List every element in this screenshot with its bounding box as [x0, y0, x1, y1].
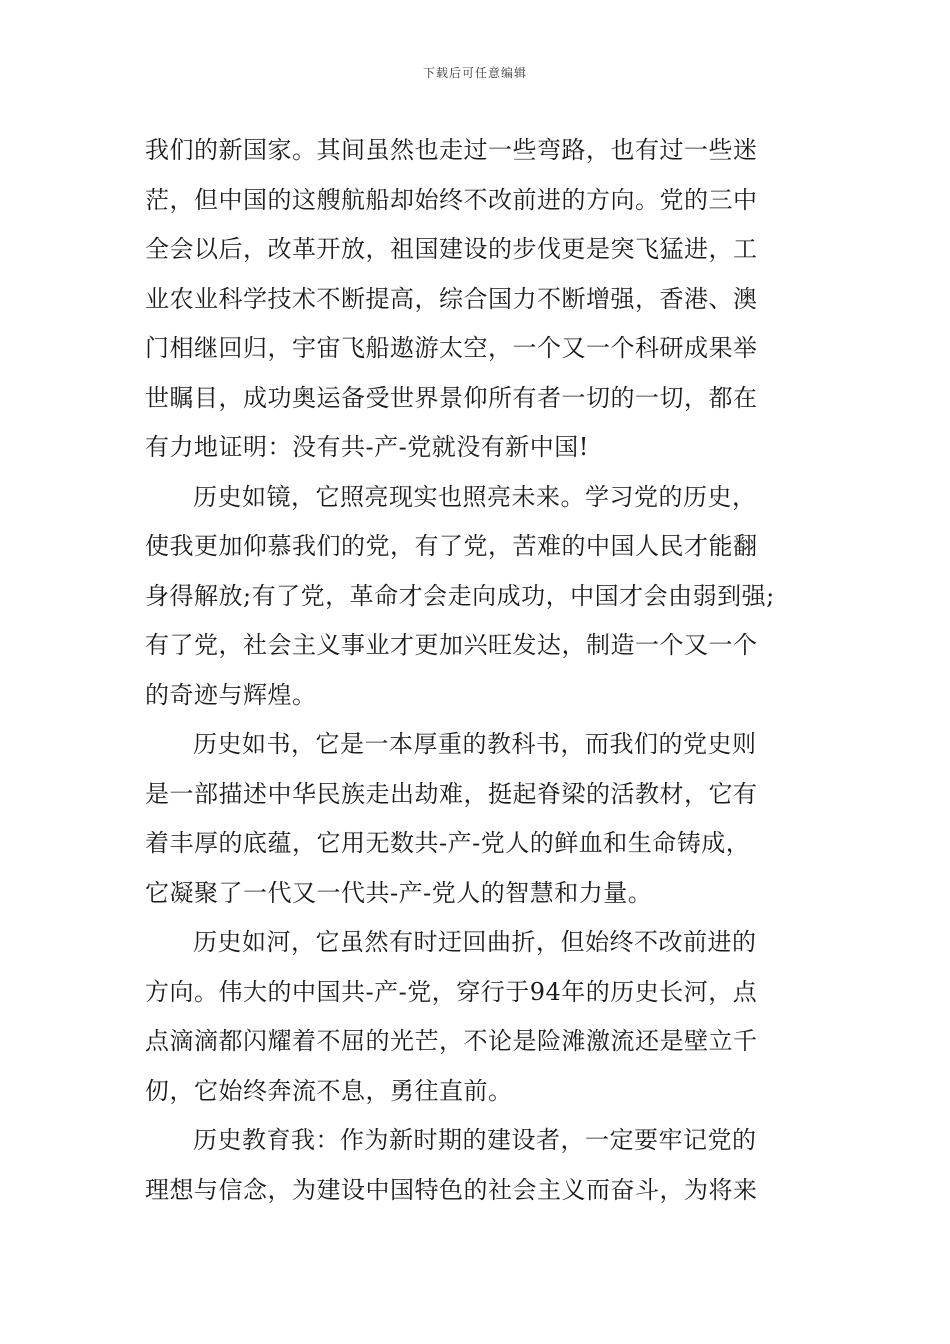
paragraph-start-book: 历史如书，它是一本厚重的教科书，而我们的党史则	[193, 730, 757, 758]
document-body	[145, 126, 807, 1215]
paragraph-start-river: 历史如河，它虽然有时迂回曲折，但始终不改前进的	[193, 928, 757, 956]
text-line-19: 点滴滴都闪耀着不屈的光芒，不论是险滩激流还是壁立千	[145, 1027, 758, 1055]
text-line-16: 它凝聚了一代又一代共-产-党人的智慧和力量。	[145, 878, 653, 907]
page-header: 下载后可任意编辑	[422, 66, 527, 80]
text-line-6: 世瞩目，成功奥运备受世界景仰所有者一切的一切，都在	[145, 383, 758, 412]
text-line-5: 门相继回归，宇宙飞船遨游太空，一个又一个科研成果举	[145, 334, 758, 362]
text-line-2: 茫，但中国的这艘航船却始终不改前进的方向。党的三中	[145, 185, 758, 214]
paragraph-start-education: 历史教育我：作为新时期的建设者，一定要牢记党的	[193, 1126, 757, 1154]
text-line-9: 使我更加仰慕我们的党，有了党，苦难的中国人民才能翻	[145, 532, 758, 560]
text-line-10: 身得解放;有了党，革命才会走向成功，中国才会由弱到强;	[145, 581, 775, 610]
paragraph-start-mirror: 历史如镜，它照亮现实也照亮未来。学习党的历史，	[193, 482, 757, 511]
text-line-11: 有了党，社会主义事业才更加兴旺发达，制造一个又一个	[145, 631, 758, 659]
text-line-14: 是一部描述中华民族走出劫难，挺起脊梁的活教材，它有	[145, 779, 758, 808]
text-line-22: 理想与信念，为建设中国特色的社会主义而奋斗，为将来	[145, 1175, 758, 1204]
text-line-18: 方向。伟大的中国共-产-党，穿行于94年的历史长河，点	[145, 977, 758, 1006]
text-line-15: 着丰厚的底蕴，它用无数共-产-党人的鲜血和生命铸成，	[145, 829, 751, 857]
text-line-3: 全会以后，改革开放，祖国建设的步伐更是突飞猛进，工	[145, 235, 758, 263]
text-line-12: 的奇迹与辉煌。	[145, 680, 317, 709]
text-line-7: 有力地证明：没有共-产-党就没有新中国!	[145, 433, 589, 461]
text-line-4: 业农业科学技术不断提高，综合国力不断增强，香港、澳	[145, 284, 758, 313]
text-line-1: 我们的新国家。其间虽然也走过一些弯路，也有过一些迷	[145, 136, 758, 164]
text-line-20: 仞，它始终奔流不息，勇往直前。	[145, 1076, 513, 1105]
